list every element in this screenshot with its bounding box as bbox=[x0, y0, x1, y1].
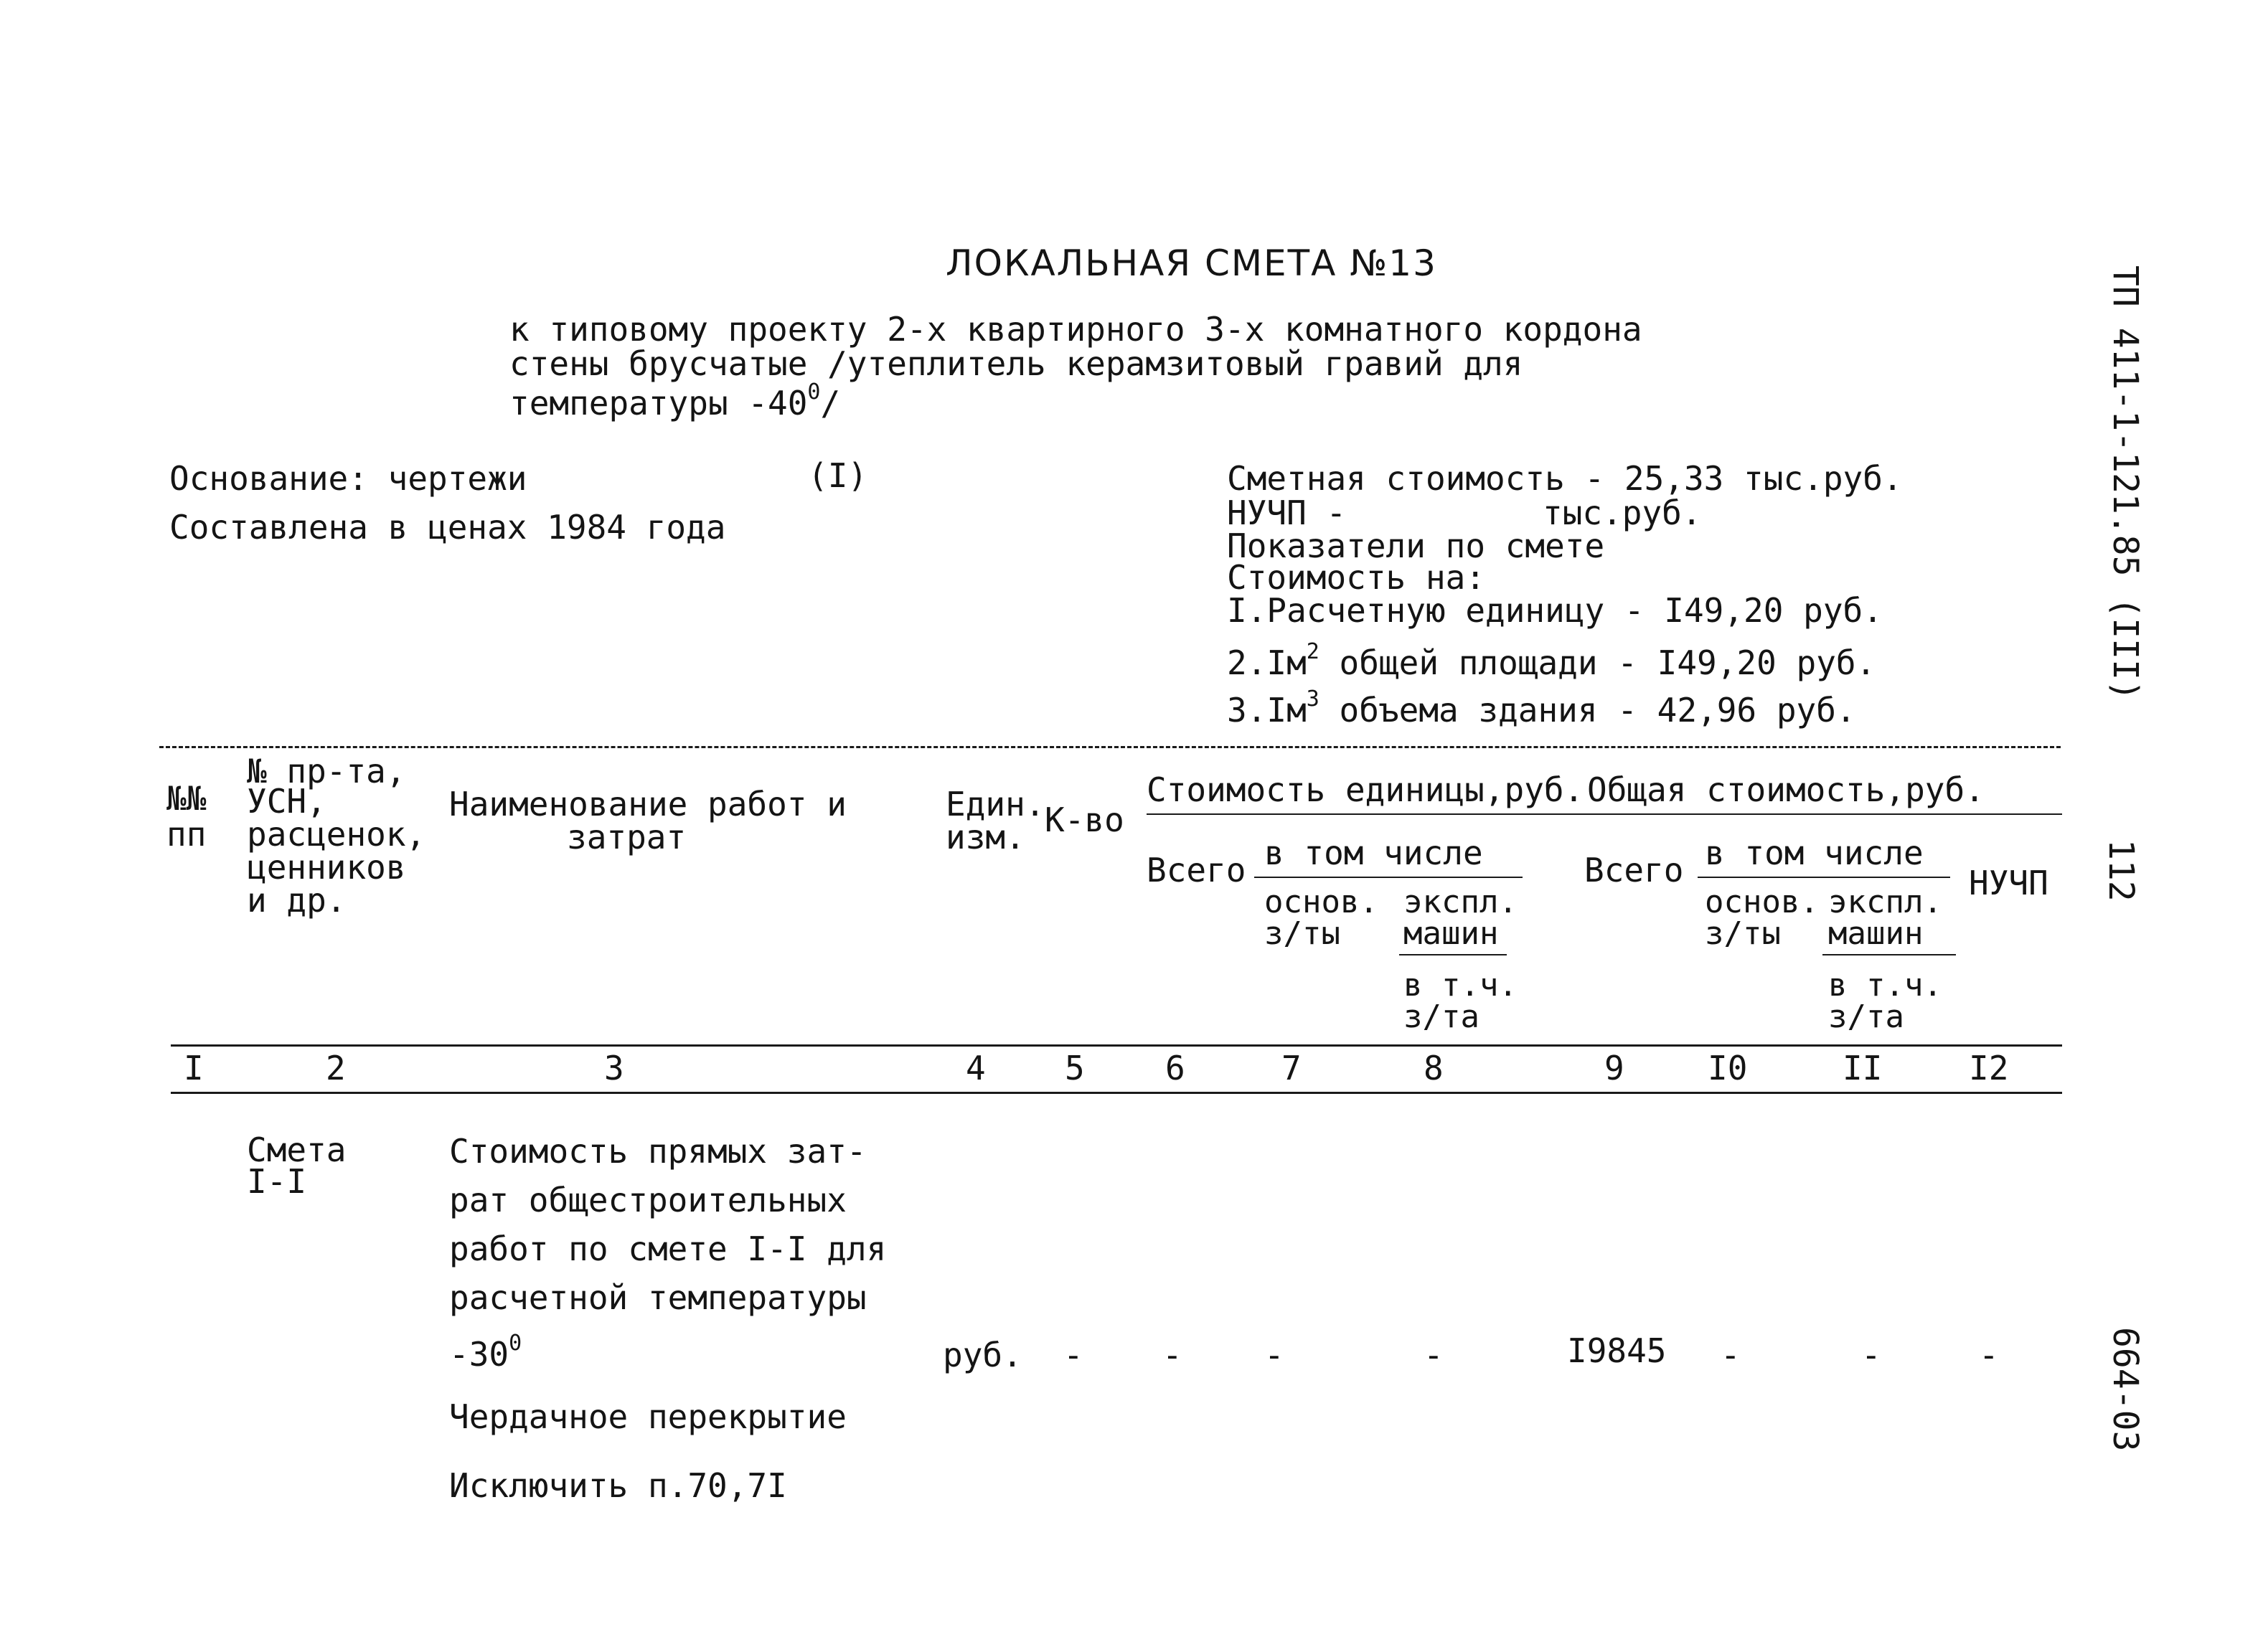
header-unit-line1: Един. bbox=[946, 785, 1045, 823]
indicator-per-unit: I.Расчетную единицу - I49,20 руб. bbox=[1227, 591, 1883, 630]
row-qty: - bbox=[1063, 1336, 1083, 1374]
row-unit: руб. bbox=[943, 1336, 1022, 1374]
header-ref-line1: № пр-та, bbox=[247, 752, 406, 790]
estimated-cost: Сметная стоимость - 25,33 тыс.руб. bbox=[1227, 459, 1903, 498]
header-unit-basic-line1: основ. bbox=[1264, 884, 1378, 920]
page-title: ЛОКАЛЬНАЯ СМЕТА №13 bbox=[946, 242, 1437, 284]
header-cost-underline bbox=[1147, 813, 2062, 815]
column-number: 6 bbox=[1165, 1049, 1185, 1087]
header-num-line2: пп bbox=[166, 815, 207, 854]
header-total-mach-line1: экспл. bbox=[1828, 884, 1942, 920]
row-total-machine: - bbox=[1861, 1336, 1881, 1374]
header-qty: К-во bbox=[1045, 801, 1124, 839]
header-name-line2: затрат bbox=[567, 818, 687, 856]
column-number: II bbox=[1843, 1049, 1883, 1087]
header-unit-incl: в том числе bbox=[1264, 834, 1483, 872]
row-ref-line1: Смета bbox=[247, 1131, 347, 1169]
column-number: 9 bbox=[1604, 1049, 1624, 1087]
prices-year: Составлена в ценах 1984 года bbox=[169, 508, 726, 547]
indicator-per-area: $2.Iм^2$ общей площади - I49,20 руб. bbox=[1227, 639, 1876, 682]
header-unit-wage-line2: з/та bbox=[1403, 999, 1479, 1035]
row-total: I9845 bbox=[1567, 1331, 1667, 1370]
column-numbers-bottom-rule bbox=[171, 1092, 2062, 1094]
subtitle-line-2: стены брусчатые /утеплитель керамзитовый гравий для bbox=[509, 344, 1523, 383]
row-total-basic: - bbox=[1721, 1336, 1741, 1374]
row-desc-line2: рат общестроительных bbox=[449, 1181, 847, 1219]
header-total-total: Всего bbox=[1584, 851, 1684, 889]
document-code-label: ТП 411-1-121.85 (III) bbox=[2105, 265, 2145, 701]
header-unit-mach-line1: экспл. bbox=[1403, 884, 1518, 920]
column-number: 3 bbox=[604, 1049, 624, 1087]
header-total-wage-line1: в т.ч. bbox=[1828, 967, 1942, 1004]
column-number: 8 bbox=[1424, 1049, 1444, 1087]
header-unit-line2: изм. bbox=[946, 818, 1025, 856]
row-desc-line4: расчетной температуры bbox=[449, 1278, 867, 1317]
header-ref-line4: ценников bbox=[247, 848, 406, 887]
page-number: 112 bbox=[2101, 839, 2141, 902]
indicator-per-volume: $3.Iм^3$ объема здания - 42,96 руб. bbox=[1227, 686, 1856, 730]
column-number: I0 bbox=[1708, 1049, 1748, 1087]
album-number: 664-03 bbox=[2105, 1327, 2145, 1452]
header-total-incl-underline bbox=[1698, 877, 1950, 878]
row-desc-line3: работ по смете I-I для bbox=[449, 1229, 887, 1268]
column-number: 5 bbox=[1065, 1049, 1085, 1087]
header-total-basic-line2: з/ты bbox=[1705, 915, 1781, 952]
header-nuchp: НУЧП bbox=[1969, 864, 2048, 902]
subtitle-line-3: температуры $-40^0/$ bbox=[509, 379, 841, 423]
nuchp-label: НУЧП - bbox=[1227, 494, 1347, 532]
row-desc-line1: Стоимость прямых зат- bbox=[449, 1132, 867, 1171]
row-note-2: Исключить п.70,7I bbox=[449, 1466, 787, 1505]
header-num-line1: №№ bbox=[166, 779, 207, 818]
nuchp-unit: тыс.руб. bbox=[1543, 494, 1702, 532]
header-ref-line5: и др. bbox=[247, 881, 347, 920]
basis-label: Основание: чертежи bbox=[169, 459, 527, 498]
column-number: 7 bbox=[1281, 1049, 1302, 1087]
column-number: I bbox=[184, 1049, 204, 1087]
header-unit-basic-line2: з/ты bbox=[1264, 915, 1340, 952]
header-total-incl: в том числе bbox=[1705, 834, 1924, 872]
header-unit-mach-underline bbox=[1399, 954, 1507, 955]
header-total-basic-line1: основ. bbox=[1705, 884, 1819, 920]
header-total-cost: Общая стоимость,руб. bbox=[1587, 770, 1985, 809]
row-unit-machine: - bbox=[1424, 1336, 1444, 1374]
row-ref-line2: I-I bbox=[247, 1162, 307, 1201]
header-unit-mach-line2: машин bbox=[1403, 915, 1499, 952]
row-desc-line5: $-30^0$ bbox=[449, 1331, 522, 1374]
indicators-label: Показатели по смете bbox=[1227, 527, 1605, 565]
header-total-wage-line2: з/та bbox=[1828, 999, 1904, 1035]
column-numbers-top-rule bbox=[171, 1044, 2062, 1047]
header-total-mach-line2: машин bbox=[1828, 915, 1924, 952]
header-total-mach-underline bbox=[1822, 954, 1956, 955]
header-ref-line3: расценок, bbox=[247, 815, 426, 854]
table-top-rule bbox=[159, 746, 2061, 748]
header-unit-wage-line1: в т.ч. bbox=[1403, 967, 1518, 1004]
row-note-1: Чердачное перекрытие bbox=[449, 1397, 847, 1436]
column-number: I2 bbox=[1969, 1049, 2009, 1087]
row-unit-basic: - bbox=[1264, 1336, 1284, 1374]
header-unit-total: Всего bbox=[1147, 851, 1246, 889]
basis-number: (I) bbox=[808, 456, 868, 495]
column-number: 4 bbox=[966, 1049, 986, 1087]
row-nuchp: - bbox=[1979, 1336, 1999, 1374]
column-number: 2 bbox=[326, 1049, 346, 1087]
header-unit-incl-underline bbox=[1254, 877, 1523, 878]
header-name-line1: Наименование работ и bbox=[449, 785, 847, 823]
row-unit-total: - bbox=[1162, 1336, 1182, 1374]
subtitle-line-1: к типовому проекту 2-х квартирного 3-х комнатного кордона bbox=[509, 310, 1642, 349]
header-unit-cost: Стоимость единицы,руб. bbox=[1147, 770, 1584, 809]
cost-on-label: Стоимость на: bbox=[1227, 558, 1486, 597]
header-ref-line2: УСН, bbox=[247, 782, 326, 821]
